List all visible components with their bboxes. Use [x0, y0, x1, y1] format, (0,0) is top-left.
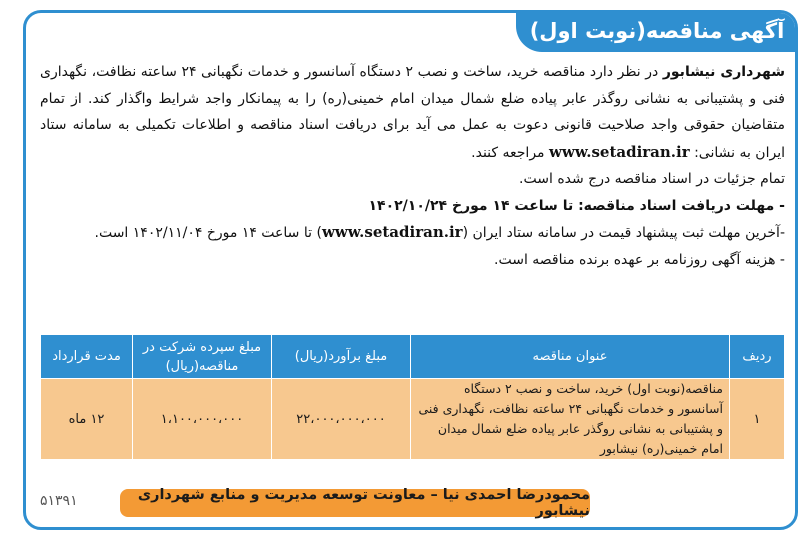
- signature-banner: محمودرضا احمدی نیا – معاونت توسعه مدیریت و منابع شهرداری نیشابور: [120, 489, 590, 517]
- notice-body: [40, 59, 785, 273]
- organization-name: شهرداری نیشابور: [662, 64, 785, 80]
- website-link[interactable]: www.setadiran.ir: [549, 142, 690, 161]
- notice-title: آگهی مناقصه(نوبت اول): [516, 10, 798, 52]
- notice-code: ۵۱۳۹۱: [40, 493, 78, 509]
- tender-notice-card: [23, 10, 798, 530]
- tender-table: [40, 334, 785, 460]
- website-link-2[interactable]: www.setadiran.ir: [321, 223, 463, 241]
- submission-line: [40, 219, 785, 247]
- cell-row-number: ۱: [730, 379, 785, 460]
- details-line: تمام جزئیات در اسناد مناقصه درج شده است.: [519, 171, 785, 187]
- table-row: [41, 379, 785, 460]
- cell-contract-duration: ۱۲ ماه: [41, 379, 133, 460]
- deadline-line: [40, 193, 785, 220]
- cell-deposit: ۱،۱۰۰،۰۰۰،۰۰۰: [133, 379, 272, 460]
- notice-footer: [38, 489, 795, 519]
- cost-line: - هزینه آگهی روزنامه بر عهده برنده مناقصه است.: [494, 251, 785, 268]
- submission-text-end: ) تا ساعت ۱۴ مورخ ۱۴۰۲/۱۱/۰۴ است.: [94, 225, 322, 241]
- header-estimate: مبلغ برآورد(ریال): [272, 335, 411, 379]
- intro-text-end: مراجعه کنند.: [471, 144, 549, 161]
- intro-paragraph: [40, 59, 785, 166]
- header-tender-title: عنوان مناقصه: [411, 335, 730, 379]
- cell-estimate: ۲۲،۰۰۰،۰۰۰،۰۰۰: [272, 379, 411, 460]
- deadline-value: تا ساعت ۱۴ مورخ ۱۴۰۲/۱۰/۲۴: [368, 197, 579, 214]
- header-contract-duration: مدت قرارداد: [41, 335, 133, 379]
- intro-text: در نظر دارد مناقصه خرید، ساخت و نصب ۲ دستگاه آسانسور و خدمات نگهبانی ۲۴ ساعته نظافت، نگهداری فنی و پشتیبانی به نشانی روگذر عابر پیاده ضلع شمال میدان امام خمینی(ره) را به پیمانکار واجد شرایط واگذار کند. از تمام متقاضیان حقوقی واجد صلاحیت قانونی دعوت به عمل می آید برای دریافت اسناد مناقصه و اطلاعات تکمیلی به سامانه ستاد ایران به نشانی:: [40, 64, 785, 161]
- header-row-number: ردیف: [730, 335, 785, 379]
- submission-text: -آخرین مهلت ثبت پیشنهاد قیمت در سامانه ستاد ایران (: [462, 225, 785, 241]
- cell-tender-title: مناقصه(نوبت اول) خرید، ساخت و نصب ۲ دستگاه آسانسور و خدمات نگهبانی ۲۴ ساعته نظافت، نگهداری فنی و پشتیبانی به نشانی روگذر عابر پیاده ضلع شمال میدان امام خمینی(ره) نیشابور: [411, 379, 730, 460]
- deadline-label: - مهلت دریافت اسناد مناقصه:: [578, 197, 785, 214]
- header-deposit: مبلغ سپرده شرکت در مناقصه(ریال): [133, 335, 272, 379]
- table-header-row: [41, 335, 785, 379]
